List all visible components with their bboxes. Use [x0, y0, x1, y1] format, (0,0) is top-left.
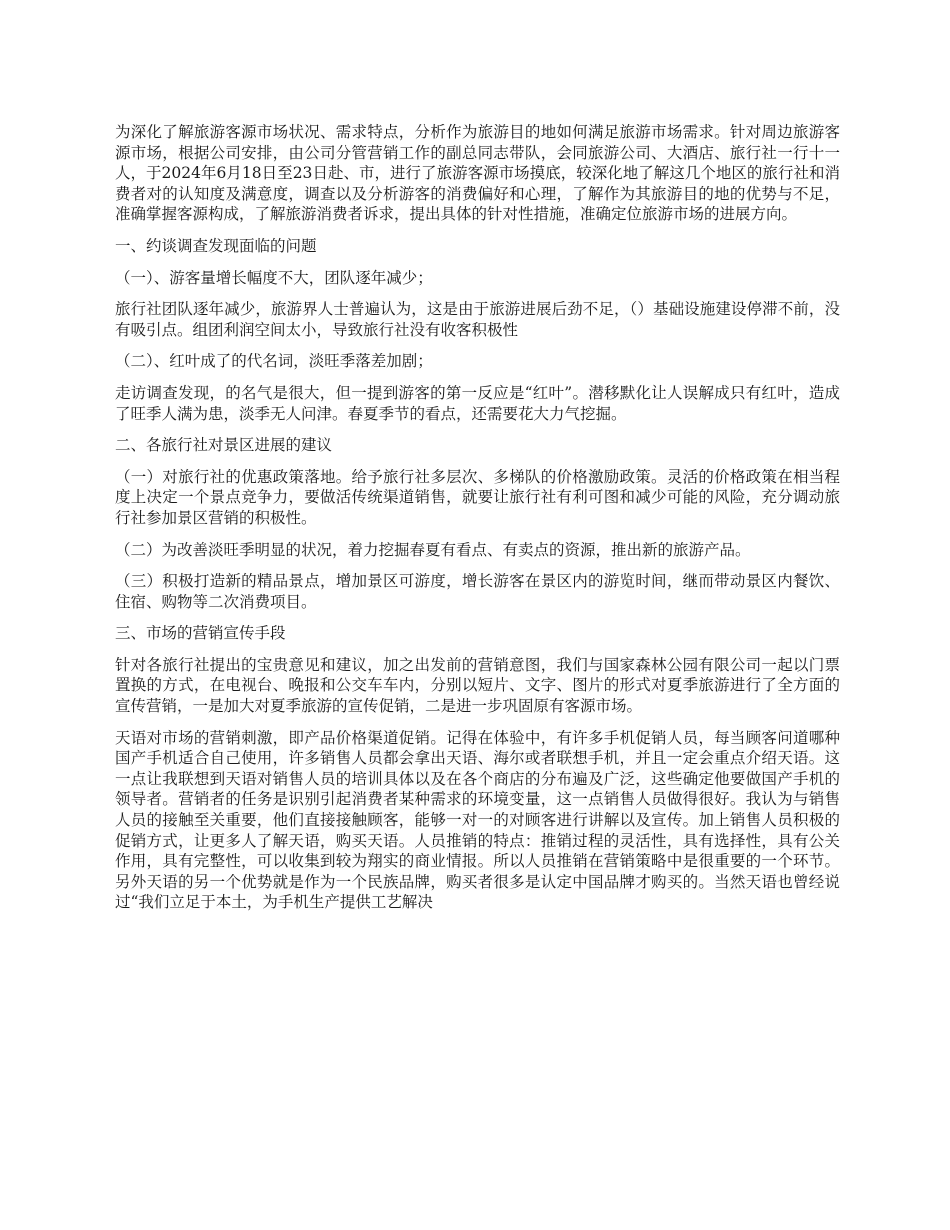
paragraph-2-2: （二）为改善淡旺季明显的状况，着力挖掘春夏有看点、有卖点的资源，推出新的旅游产品。	[115, 540, 751, 559]
intro-paragraph: 为深化了解旅游客源市场状况、需求特点，分析作为旅游目的地如何满足旅游市场需求。针对周边旅游客源市场，根据公司安排，由公司分管营销工作的副总同志带队，会同旅游公司、大酒店、旅行社一行十一人，于2024年6月18日至23日赴、市，进行了旅游客源市场摸底，较深化地了解这几个地区的旅行社和消费者对的认知度及满意度，调查以及分析游客的消费偏好和心理，了解作为其旅游目的地的优势与不足，准确掌握客源构成，了解旅游消费者诉求，提出具体的针对性措施，准确定位旅游市场的进展方向。	[115, 123, 840, 224]
section-heading-3: 三、市场的营销宣传手段	[115, 624, 286, 643]
section-heading-1: 一、约谈调查发现面临的问题	[115, 236, 317, 255]
paragraph-2-3: （三）积极打造新的精品景点，增加景区可游度，增长游客在景区内的游览时间，继而带动景区内餐饮、住宿、购物等二次消费项目。	[115, 572, 840, 611]
paragraph-1-2: 走访调查发现，的名气是很大，但一提到游客的第一反应是“红叶”。潜移默化让人误解成只有红叶，造成了旺季人满为患，淡季无人问津。春夏季节的看点，还需要花大力气挖掘。	[115, 383, 840, 423]
paragraph-3-1: 针对各旅行社提出的宝贵意见和建议，加之出发前的营销意图，我们与国家森林公园有限公司一起以门票置换的方式，在电视台、晚报和公交车车内，分别以短片、文字、图片的形式对夏季旅游进行了全方面的宣传营销，一是加大对夏季旅游的宣传促销，二是进一步巩固原有客源市场。	[115, 655, 840, 716]
document-body	[115, 122, 840, 924]
paragraph-3-2: 天语对市场的营销刺激，即产品价格渠道促销。记得在体验中，有许多手机促销人员，每当顾客问道哪种国产手机适合自己使用，许多销售人员都会拿出天语、海尔或者联想手机，并且一定会重点介绍天语。这一点让我联想到天语对销售人员的培训具体以及在各个商店的分布遍及广泛，这些确定他要做国产手机的领导者。营销者的任务是识别引起消费者某种需求的环境变量，这一点销售人员做得很好。我认为与销售人员的接触至关重要，他们直接接触顾客，能够一对一的对顾客进行讲解以及宣传。加上销售人员积极的促销方式，让更多人了解天语，购买天语。人员推销的特点：推销过程的灵活性，具有选择性，具有公关作用，具有完整性，可以收集到较为翔实的商业情报。所以人员推销在营销策略中是很重要的一个环节。另外天语的另一个优势就是作为一个民族品牌，购买者很多是认定中国品牌才购买的。当然天语也曾经说过“我们立足于本土，为手机生产提供工艺解决	[115, 728, 840, 912]
section-heading-2: 二、各旅行社对景区进展的建议	[115, 436, 333, 455]
paragraph-1-1: 旅行社团队逐年减少，旅游界人士普遍认为，这是由于旅游进展后劲不足，（）基础设施建设停滞不前，没有吸引点。组团利润空间太小，导致旅行社没有收客积极性	[115, 300, 840, 339]
subheading-1-1: （一）、游客量增长幅度不大，团队逐年减少；	[115, 268, 433, 287]
paragraph-2-1: （一）对旅行社的优惠政策落地。给予旅行社多层次、多梯队的价格激励政策。灵活的价格政策在相当程度上决定一个景点竞争力，要做活传统渠道销售，就要让旅行社有利可图和减少可能的风险，充分调动旅行社参加景区营销的积极性。	[115, 467, 840, 527]
subheading-1-2: （二）、红叶成了的代名词，淡旺季落差加剧；	[115, 352, 433, 371]
